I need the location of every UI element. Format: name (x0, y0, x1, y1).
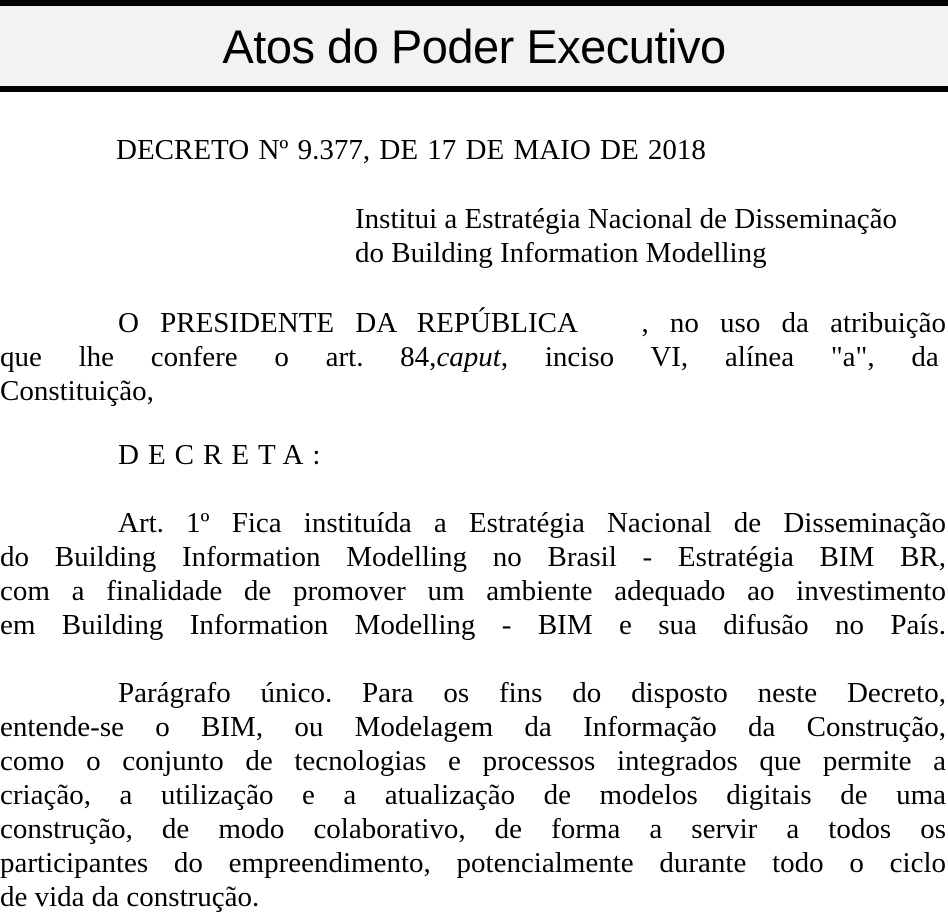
decree-ementa (355, 202, 948, 270)
paragrafo-line: construção, de modo colaborativo, de forma a servir a todos os (0, 813, 946, 845)
paragrafo-unico (0, 676, 946, 914)
paragrafo-line: Parágrafo único. Para os fins do disposto neste Decreto, (118, 677, 946, 709)
article-1-line: em Building Information Modelling - BIM e sua difusão no País. (0, 609, 946, 641)
section-banner (0, 0, 948, 94)
paragrafo-line: participantes do empreendimento, potencialmente durante todo o ciclo (0, 847, 946, 879)
article-1-line: do Building Information Modelling no Brasil - Estratégia BIM BR, (0, 541, 946, 573)
paragrafo-line: como o conjunto de tecnologias e processos integrados que permite a (0, 745, 946, 777)
preamble-line: Constituição, (0, 375, 154, 407)
preamble-paragraph (0, 306, 946, 408)
preamble-line (0, 340, 946, 374)
article-1-paragraph (0, 506, 946, 642)
article-1-line: com a finalidade de promover um ambiente adequado ao investimento (0, 575, 946, 607)
banner-title: Atos do Poder Executivo (222, 20, 726, 73)
paragrafo-line: entende-se o BIM, ou Modelagem da Informação da Construção, (0, 711, 946, 743)
preamble-authority: O PRESIDENTE DA REPÚBLICA (118, 307, 578, 339)
article-1-line: Art. 1º Fica instituída a Estratégia Nacional de Disseminação (118, 507, 946, 539)
preamble-text: , no uso da atribuição (641, 307, 947, 339)
paragrafo-line: de vida da construção. (0, 881, 260, 913)
ementa-line: do Building Information Modelling (355, 237, 767, 269)
preamble-text: , inciso VI, alínea "a", da (500, 341, 939, 373)
paragrafo-line: criação, a utilização e a atualização de modelos digitais de uma (0, 779, 946, 811)
preamble-line (0, 306, 946, 340)
preamble-caput: caput (436, 341, 501, 373)
ementa-line: Institui a Estratégia Nacional de Disseminação (355, 203, 897, 235)
preamble-text: que lhe confere o art. 84, (0, 341, 437, 373)
banner-bottom-rule (0, 86, 948, 92)
decree-heading: DECRETO Nº 9.377, DE 17 DE MAIO DE 2018 (116, 134, 706, 166)
decreta-heading: DECRETA: (118, 439, 330, 471)
